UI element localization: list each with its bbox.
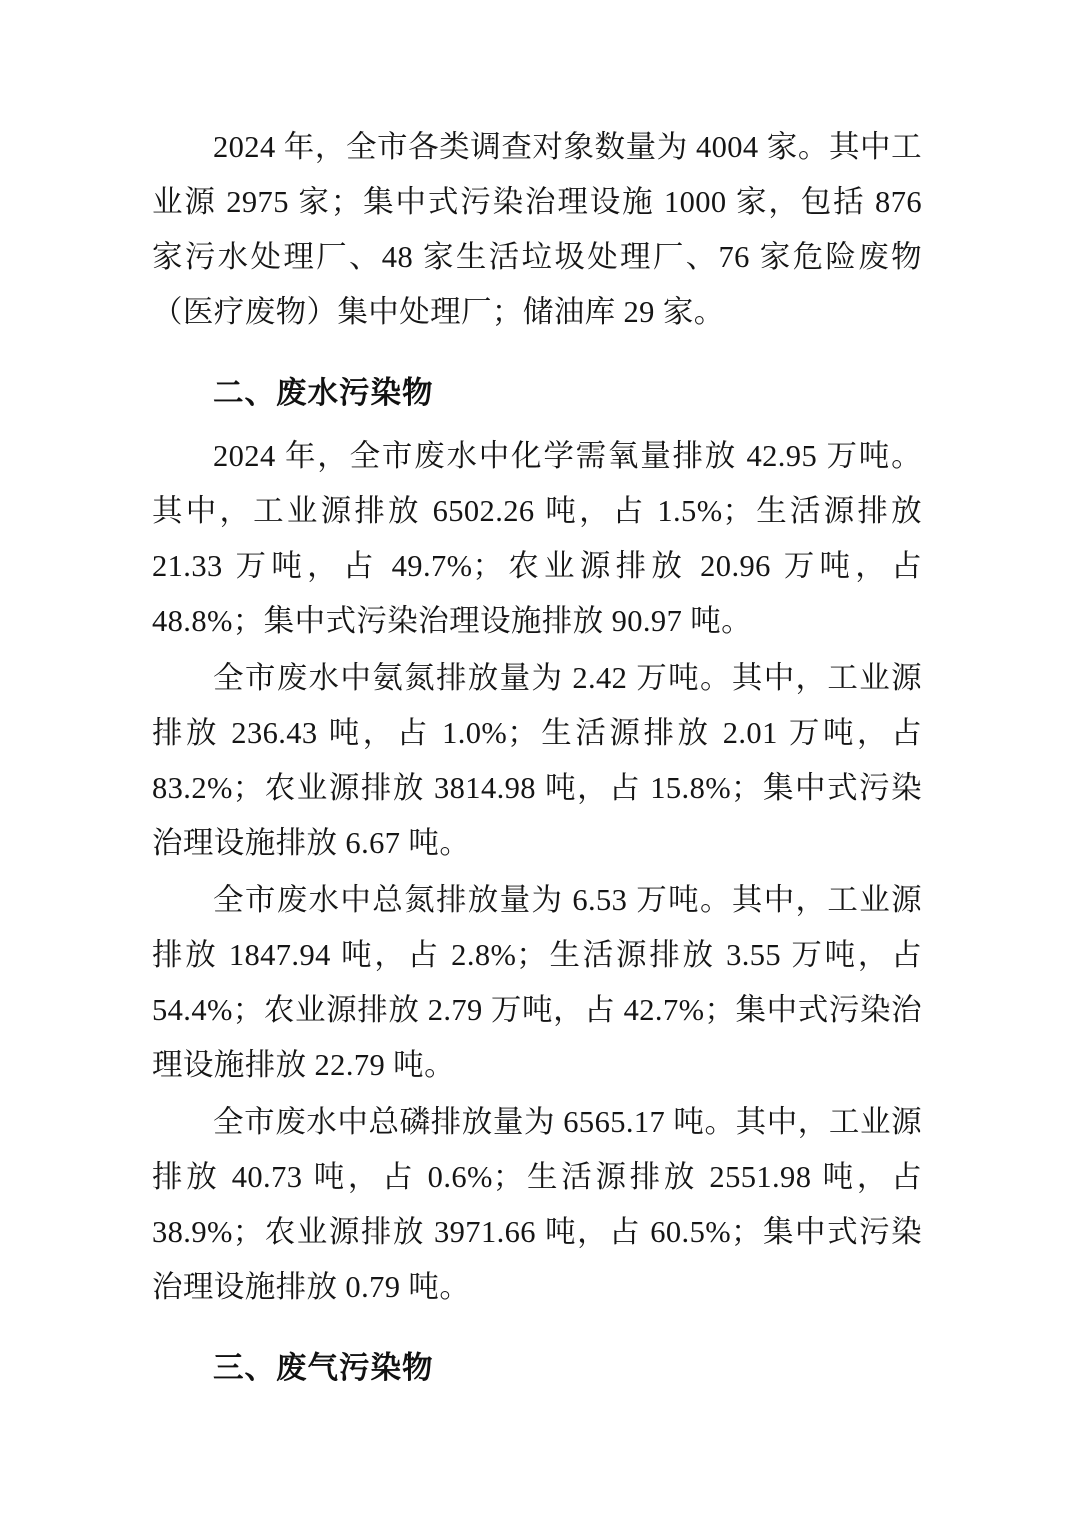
paragraph-ammonia-nitrogen: 全市废水中氨氮排放量为 2.42 万吨。其中，工业源排放 236.43 吨，占 1.0%；生活源排放 2.01 万吨，占 83.2%；农业源排放 3814.98 吨，占 15.8%；集中式污染治理设施排放 6.67 吨。: [152, 661, 922, 860]
document-body: [152, 120, 922, 1396]
paragraph-cod: 2024 年，全市废水中化学需氧量排放 42.95 万吨。其中，工业源排放 6502.26 吨，占 1.5%；生活源排放 21.33 万吨，占 49.7%；农业源排放 20.96 万吨，占 48.8%；集中式污染治理设施排放 90.97 吨。: [152, 439, 922, 638]
paragraph-total-phosphorus: 全市废水中总磷排放量为 6565.17 吨。其中，工业源排放 40.73 吨，占 0.6%；生活源排放 2551.98 吨，占 38.9%；农业源排放 3971.66 吨，占 60.5%；集中式污染治理设施排放 0.79 吨。: [152, 1105, 922, 1304]
paragraph-total-nitrogen: 全市废水中总氮排放量为 6.53 万吨。其中，工业源排放 1847.94 吨，占 2.8%；生活源排放 3.55 万吨，占 54.4%；农业源排放 2.79 万吨，占 42.7%；集中式污染治理设施排放 22.79 吨。: [152, 883, 922, 1082]
paragraph-survey-objects: 2024 年，全市各类调查对象数量为 4004 家。其中工业源 2975 家；集中式污染治理设施 1000 家，包括 876 家污水处理厂、48 家生活垃圾处理厂、76 家危险废物（医疗废物）集中处理厂；储油库 29 家。: [152, 130, 922, 329]
heading-wastewater-pollutants: 二、废水污染物: [213, 376, 434, 410]
heading-waste-gas-pollutants: 三、废气污染物: [213, 1351, 434, 1385]
